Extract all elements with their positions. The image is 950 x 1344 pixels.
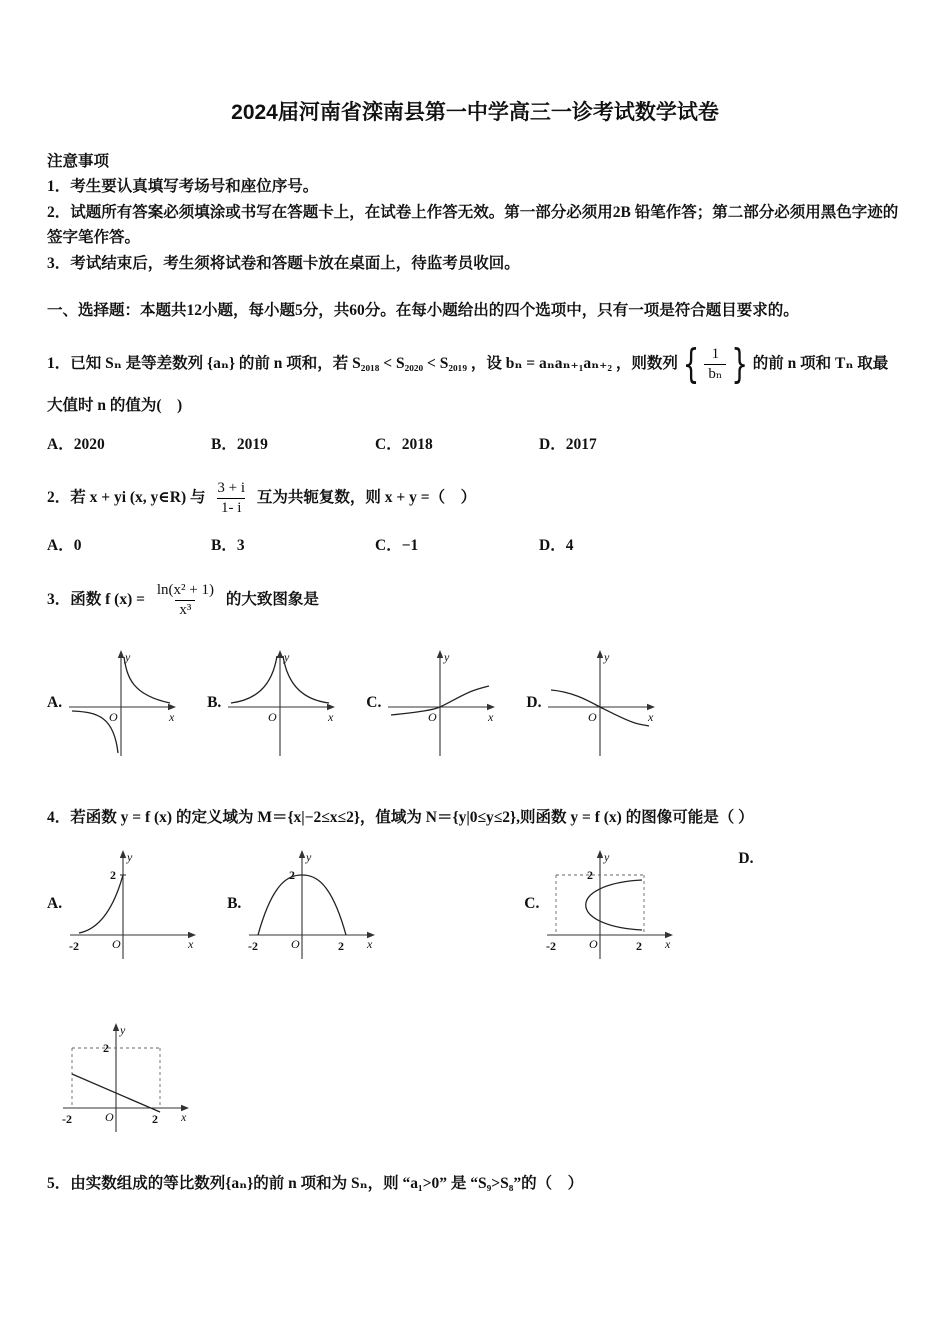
curve [79,875,123,933]
q3-graph-a [66,647,181,759]
question-3 [47,579,903,760]
curve-right [124,657,170,703]
q3-graph-c [385,647,500,759]
option-b: B．3 [211,536,245,554]
notice-section [47,150,903,277]
section-heading: 一、选择题：本题共12小题，每小题5分，共60分。在每小题给出的四个选项中，只有一项是符合题目要求的。 [47,301,799,319]
y-label: y [125,650,131,665]
question-5-line: 5．由实数组成的等比数列{aₙ}的前 n 项和为 Sₙ，则 “a₁>0” 是 “S₉>S₈”的（ ） [47,1174,584,1192]
q4-graph-d [59,1020,194,1135]
y-label: y [127,850,133,865]
neg2-label: -2 [62,1112,72,1127]
x2-label: 2 [636,939,643,954]
y-axis-arrow [299,850,305,858]
x2-label: 2 [338,939,345,954]
y-label: y [284,650,290,665]
x-label: x [367,937,373,952]
neg2-label: -2 [69,939,80,954]
question-1 [47,343,903,457]
y-label: y [444,650,450,665]
q4-graph-c [543,847,678,962]
y2-label: 2 [587,868,594,883]
q4-option-d-graph-block [59,1020,903,1135]
notice-heading: 注意事项 [47,152,110,170]
y-axis-arrow [277,650,283,658]
q4-option-d-label: D. [738,850,754,868]
question-2-options [47,534,903,559]
neg2-label: -2 [248,939,259,954]
curve-left [231,656,277,703]
question-4 [47,803,903,1135]
origin-label: O [291,937,300,952]
q3-option-c [366,647,500,759]
q3-option-a-label: A. [47,693,63,711]
q3-option-c-label: C. [366,693,382,711]
y-label: y [120,1023,126,1038]
origin-label: O [105,1110,114,1125]
origin-label: O [428,710,438,725]
q4-option-b [227,847,380,962]
q3-graph-b [225,647,340,759]
q3-option-b [207,647,340,759]
option-a: A．2020 [47,435,105,453]
y2-label: 2 [289,868,296,883]
x-label: x [181,1110,187,1125]
q3-option-d [526,647,660,759]
notice-item-3: 3．考试结束后，考生须将试卷和答题卡放在桌面上，待监考员收回。 [47,254,520,272]
q4-graph-b [245,847,380,962]
q4-option-a [47,847,201,962]
y-axis-arrow [597,850,603,858]
curve [586,880,642,930]
q3-graph-d [545,647,660,759]
option-a: A．0 [47,536,82,554]
question-5 [47,1169,903,1199]
x2-label: 2 [152,1112,158,1127]
curve-right [283,656,329,703]
origin-label: O [589,937,599,952]
y-axis-arrow [113,1023,119,1031]
y-axis-arrow [597,650,603,658]
question-1-options [47,433,903,458]
q3-option-b-label: B. [207,693,222,711]
question-4-line: 4．若函数 y = f (x) 的定义域为 M＝{x|−2≤x≤2}，值域为 N＝{y|0≤y≤2},则函数 y = f (x) 的图像可能是（ ） [47,808,754,826]
q4-option-b-label: B. [227,895,242,913]
y-axis-arrow [120,850,126,858]
question-3-graphs [47,647,903,759]
origin-label: O [112,937,121,952]
option-c: C．−1 [375,536,419,554]
q4-option-a-label: A. [47,895,63,913]
origin-label: O [109,710,118,725]
q4-option-c-label: C. [524,895,540,913]
y-label: y [604,850,610,865]
neg2-label: -2 [546,939,557,954]
option-d: D．2017 [539,435,597,453]
question-2 [47,477,903,558]
notice-item-1: 1．考生要认真填写考场号和座位序号。 [47,178,319,196]
y2-label: 2 [110,868,117,883]
q3-option-d-label: D. [526,693,542,711]
option-c: C．2018 [375,435,433,453]
question-2-line: 2．若 x + yi (x, y∈R) 与 $\frac{3 + i}{1- i}$ 互为共轭复数，则 x + y =（ ） [47,480,477,517]
y-label: y [604,650,610,665]
question-1-line-2: 大值时 n 的值为( ) [47,396,183,414]
q3-option-a [47,647,181,759]
y-axis-arrow [118,650,124,658]
q4-option-c [524,847,678,962]
question-3-line: 3．函数 f (x) = $\frac{\text{ln(x² + 1)}}{\text{x³}}$ 的大致图象是 [47,581,319,618]
notice-item-2: 2．试题所有答案必须填涂或书写在答题卡上，在试卷上作答无效。第一部分必须用2B 铅笔作答；第二部分必须用黑色字迹的签字笔作答。 [47,204,899,246]
option-b: B．2019 [211,435,268,453]
option-d: D．4 [539,536,574,554]
x-label: x [488,710,494,725]
q4-graph-a [66,847,201,962]
x-label: x [188,937,194,952]
x-label: x [665,937,671,952]
page-title: 2024届河南省滦南县第一中学高三一诊考试数学试卷 [231,101,719,124]
y-axis-arrow [437,650,443,658]
origin-label: O [588,710,598,725]
q4-option-d [738,847,757,872]
x-label: x [328,710,334,725]
x-label: x [169,710,175,725]
y2-label: 2 [103,1041,109,1056]
question-4-graphs [47,847,903,962]
y-label: y [306,850,312,865]
x-label: x [648,710,654,725]
question-1-line-1: 1．已知 Sₙ 是等差数列 {aₙ} 的前 n 项和，若 S₂₀₁₈ < S₂₀₂₀ < S₂₀₁₉ ，设 bₙ = aₙaₙ₊₁aₙ₊₂ ，则数列 { $\frac{1}{\text{bₙ}}$ } 的前 n 项和 Tₙ 取最 [47,341,889,388]
origin-label: O [268,710,277,725]
